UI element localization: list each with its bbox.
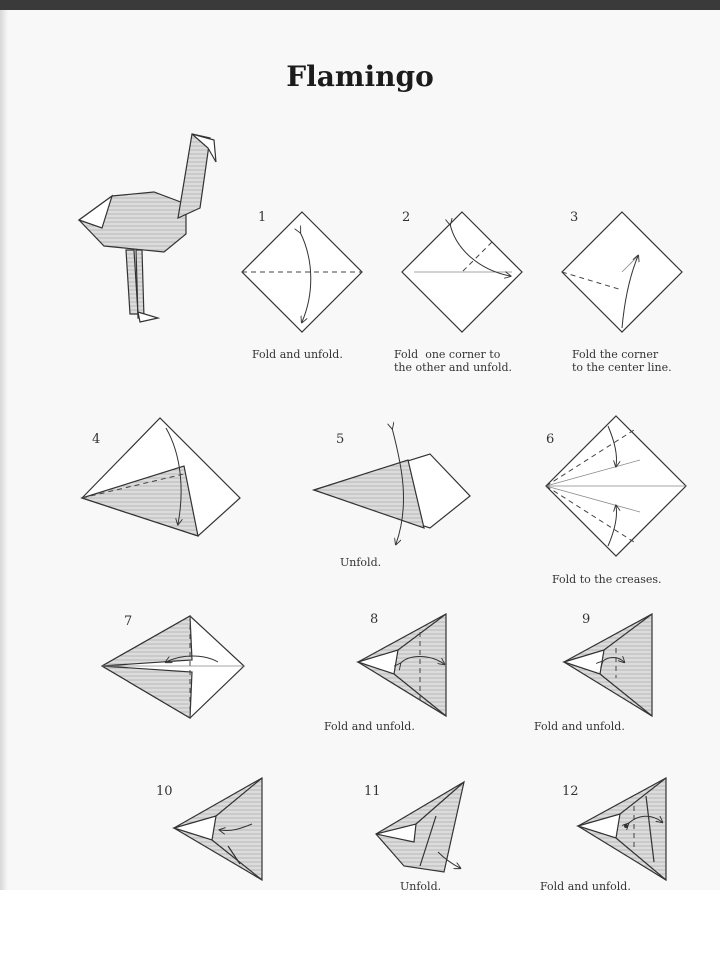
step-number: 12: [562, 784, 579, 799]
step-caption: Fold one corner to the other and unfold.: [394, 348, 513, 374]
step-number: 8: [370, 612, 379, 627]
step-1-diagram: [240, 210, 364, 334]
step-caption: Fold and unfold.: [540, 880, 631, 893]
step-number: 6: [546, 432, 555, 447]
page-title: Flamingo: [286, 60, 434, 93]
step-6-diagram: [544, 414, 688, 558]
step-caption: Fold and unfold.: [534, 720, 625, 733]
scan-top-edge: [0, 0, 720, 10]
book-spine-shadow: [0, 10, 8, 890]
step-3-diagram: [560, 210, 684, 334]
flamingo-finished-diagram: [74, 128, 224, 328]
step-number: 1: [258, 210, 267, 225]
step-number: 4: [92, 432, 101, 447]
step-5-diagram: [312, 420, 474, 550]
step-caption: Fold the corner to the center line.: [572, 348, 672, 374]
step-caption: Fold and unfold.: [252, 348, 343, 361]
step-number: 11: [364, 784, 381, 799]
step-12-diagram: [576, 776, 670, 882]
step-number: 7: [124, 614, 133, 629]
step-caption: Unfold.: [340, 556, 382, 569]
step-number: 2: [402, 210, 411, 225]
step-4-diagram: [80, 416, 242, 540]
step-number: 10: [156, 784, 173, 799]
step-8-diagram: [356, 612, 450, 718]
step-9-diagram: [562, 612, 656, 718]
step-caption: Fold to the creases.: [552, 573, 662, 586]
step-number: 5: [336, 432, 345, 447]
step-2-diagram: [400, 210, 524, 334]
step-number: 3: [570, 210, 579, 225]
step-7-diagram: [100, 614, 246, 720]
step-caption: Fold and unfold.: [324, 720, 415, 733]
step-number: 9: [582, 612, 591, 627]
step-10-diagram: [172, 776, 266, 882]
step-11-diagram: [374, 780, 468, 880]
step-caption: Unfold.: [400, 880, 442, 893]
